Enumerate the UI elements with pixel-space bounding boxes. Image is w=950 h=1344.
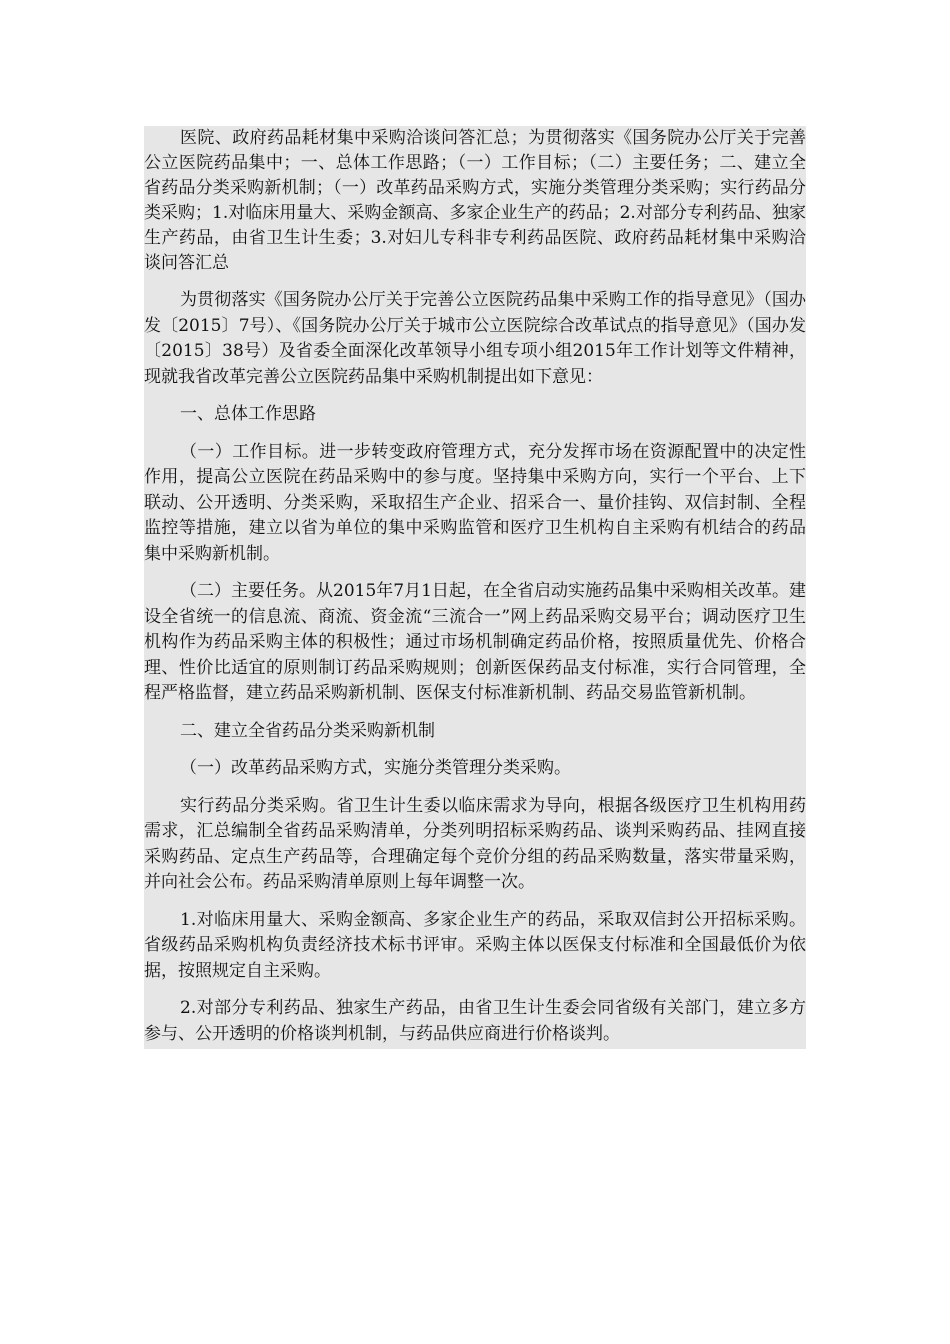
subsection-heading-1: （一）改革药品采购方式，实施分类管理分类采购。	[180, 758, 571, 778]
main-task-paragraph: （二）主要任务。从2015年7月1日起，在全省启动实施药品集中采购相关改革。建设全省统一的信息流、商流、资金流“三流合一”网上药品采购交易平台；调动医疗卫生机构作为药品采购主体的积极性；通过市场机制确定药品价格，按照质量优先、价格合理、性价比适宜的原则制订药品采购规则；创新医保药品支付标准，实行合同管理，全程严格监督，建立药品采购新机制、医保支付标准新机制、药品交易监管新机制。	[144, 581, 806, 703]
document-content	[144, 126, 806, 1049]
classified-procurement-paragraph: 实行药品分类采购。省卫生计生委以临床需求为导向，根据各级医疗卫生机构用药需求，汇总编制全省药品采购清单，分类列明招标采购药品、谈判采购药品、挂网直接采购药品、定点生产药品等，合理确定每个竞价分组的药品采购数量，落实带量采购，并向社会公布。药品采购清单原则上每年调整一次。	[144, 795, 806, 892]
section-heading-1: 一、总体工作思路	[180, 404, 316, 424]
summary-paragraph: 医院、政府药品耗材集中采购洽谈问答汇总；为贯彻落实《国务院办公厅关于完善公立医院药品集中；一、总体工作思路；（一）工作目标；（二）主要任务；二、建立全省药品分类采购新机制；（一）改革药品采购方式，实施分类管理分类采购；实行药品分类采购；1.对临床用量大、采购金额高、多家企业生产的药品；2.对部分专利药品、独家生产药品，由省卫生计生委；3.对妇儿专科非专利药品医院、政府药品耗材集中采购洽谈问答汇总	[144, 126, 806, 276]
document-body	[144, 276, 806, 1049]
intro-paragraph: 为贯彻落实《国务院办公厅关于完善公立医院药品集中采购工作的指导意见》（国办发〔2015〕7号）、《国务院办公厅关于城市公立医院综合改革试点的指导意见》（国办发〔2015〕38号）及省委全面深化改革领导小组专项小组2015年工作计划等文件精神，现就我省改革完善公立医院药品集中采购机制提出如下意见：	[144, 290, 806, 387]
section-heading-2: 二、建立全省药品分类采购新机制	[180, 720, 435, 741]
work-goal-paragraph: （一）工作目标。进一步转变政府管理方式，充分发挥市场在资源配置中的决定性作用，提高公立医院在药品采购中的参与度。坚持集中采购方向，实行一个平台、上下联动、公开透明、分类采购，采取招生产企业、招采合一、量价挂钩、双信封制、全程监控等措施，建立以省为单位的集中采购监管和医疗卫生机构自主采购有机结合的药品集中采购新机制。	[144, 441, 806, 564]
item-1-paragraph: 1.对临床用量大、采购金额高、多家企业生产的药品，采取双信封公开招标采购。省级药品采购机构负责经济技术标书评审。采购主体以医保支付标准和全国最低价为依据，按照规定自主采购。	[144, 909, 806, 981]
item-2-paragraph: 2.对部分专利药品、独家生产药品，由省卫生计生委会同省级有关部门，建立多方参与、公开透明的价格谈判机制，与药品供应商进行价格谈判。	[144, 998, 806, 1044]
